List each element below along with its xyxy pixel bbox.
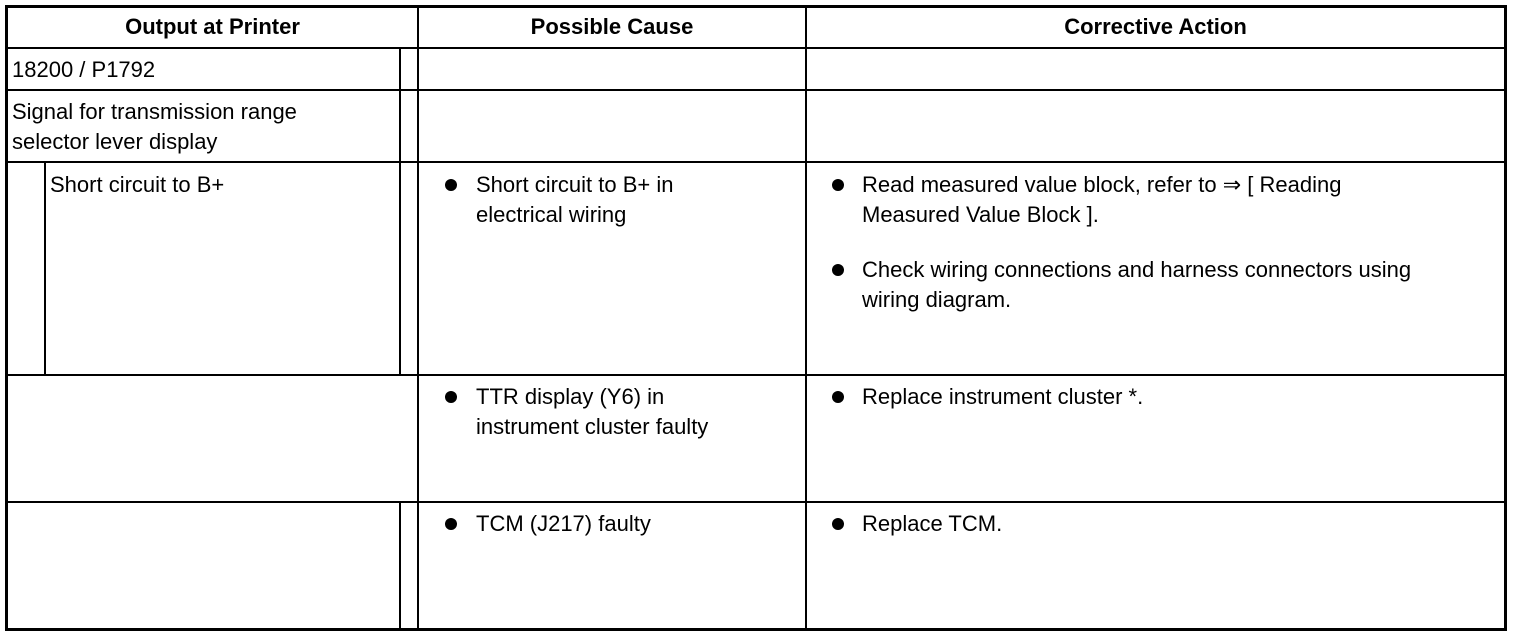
cause-ttr-line2: instrument cluster faulty <box>476 414 709 439</box>
sub-column-divider <box>399 501 401 631</box>
bullet-icon <box>832 391 844 403</box>
action-read-value-line2: Measured Value Block ]. <box>862 202 1099 227</box>
row-divider <box>5 501 1507 503</box>
action-replace-cluster: Replace instrument cluster *. <box>862 384 1144 409</box>
cause-short-line1: Short circuit to B+ in <box>476 172 674 197</box>
bullet-icon <box>445 391 457 403</box>
row-divider <box>5 161 1507 163</box>
header-possible-cause: Possible Cause <box>530 14 694 39</box>
indent-divider <box>44 161 46 376</box>
action-read-value-line1: Read measured value block, refer to ⇒ [ Reading <box>862 172 1342 197</box>
header-output-at-printer: Output at Printer <box>125 14 300 39</box>
signal-description-line1: Signal for transmission range <box>12 99 297 124</box>
column-divider <box>805 5 807 631</box>
row-divider <box>5 47 1507 49</box>
cause-tcm: TCM (J217) faulty <box>476 511 651 536</box>
row-divider <box>5 374 1507 376</box>
action-replace-tcm: Replace TCM. <box>862 511 1003 536</box>
cause-short-line2: electrical wiring <box>476 202 627 227</box>
table-border-left <box>5 5 8 631</box>
action-check-wiring-line2: wiring diagram. <box>862 287 1012 312</box>
header-corrective-action: Corrective Action <box>1064 14 1247 39</box>
table-border-bottom <box>5 628 1507 631</box>
row-divider <box>5 89 1507 91</box>
sub-column-divider <box>399 47 401 376</box>
column-divider <box>417 5 419 631</box>
fault-code: 18200 / P1792 <box>12 57 156 82</box>
bullet-icon <box>832 518 844 530</box>
bullet-icon <box>445 518 457 530</box>
fault-type-short-circuit: Short circuit to B+ <box>50 172 225 197</box>
signal-description-line2: selector lever display <box>12 129 218 154</box>
bullet-icon <box>445 179 457 191</box>
table-border-top <box>5 5 1507 8</box>
action-check-wiring-line1: Check wiring connections and harness connectors using <box>862 257 1412 282</box>
table-border-right <box>1504 5 1507 631</box>
cause-ttr-line1: TTR display (Y6) in <box>476 384 665 409</box>
bullet-icon <box>832 179 844 191</box>
bullet-icon <box>832 264 844 276</box>
